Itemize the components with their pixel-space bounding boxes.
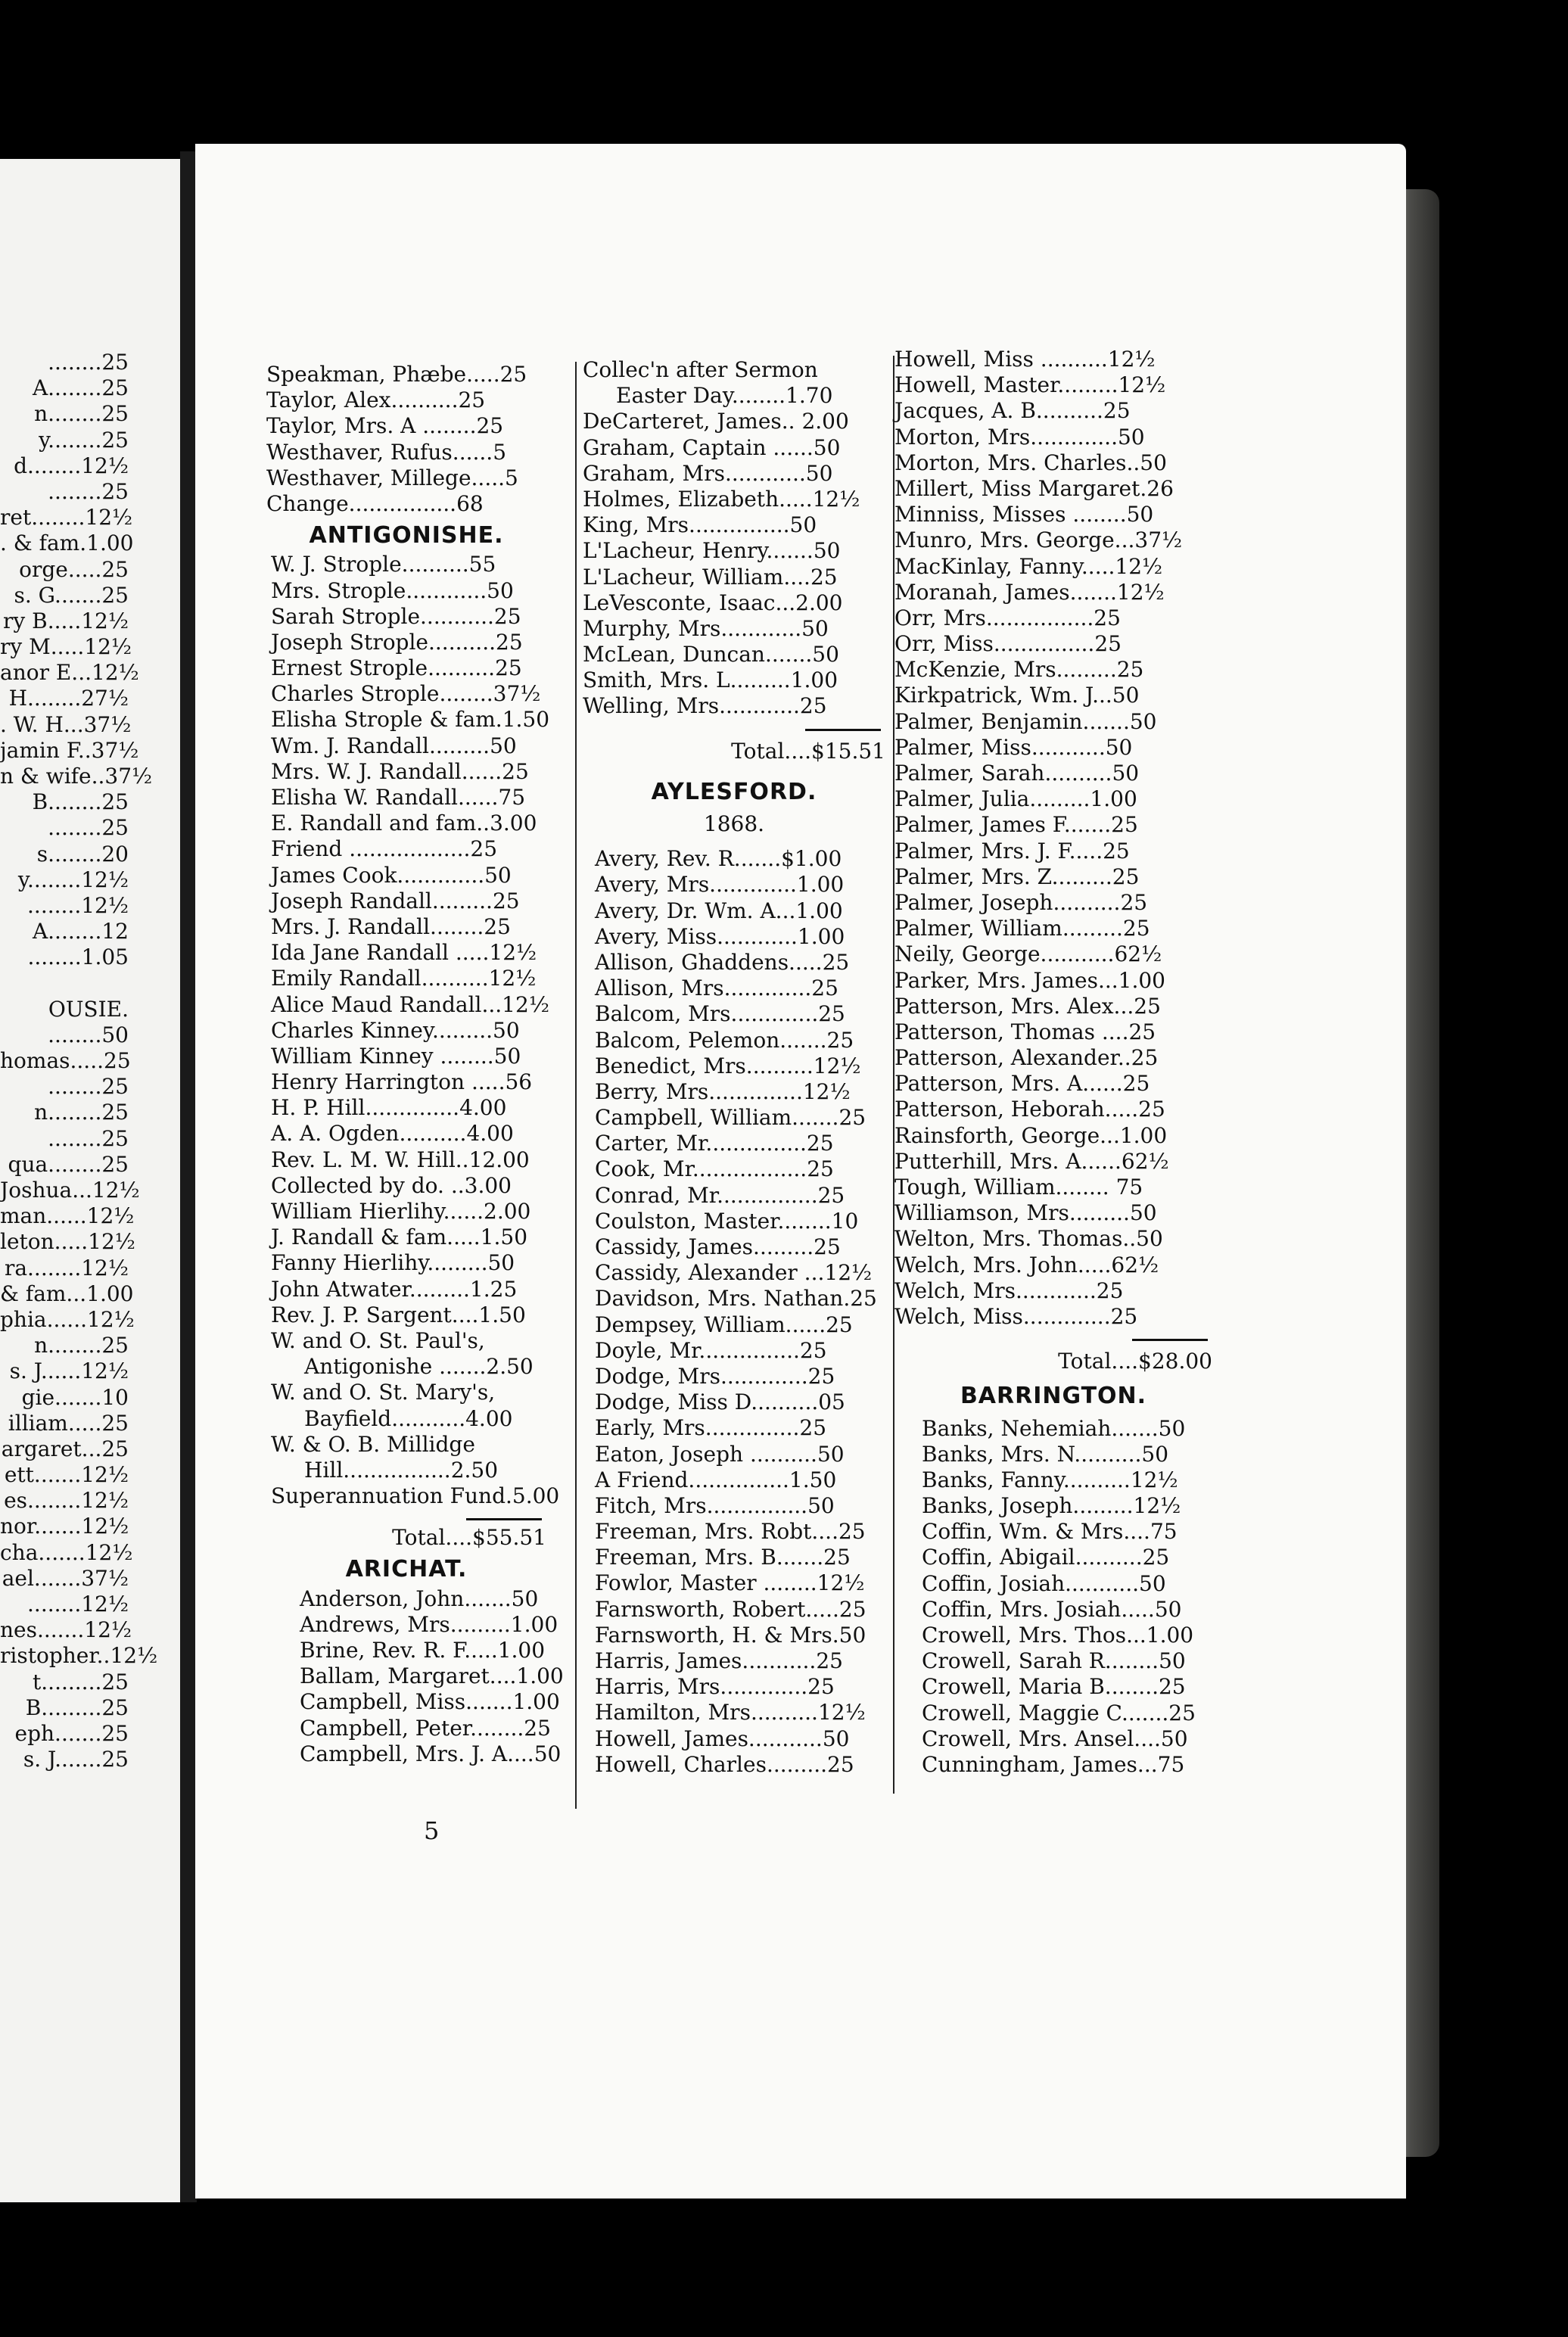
list-item: Elisha W. Randall......75	[271, 785, 526, 810]
list-item: ry B.....12½	[3, 608, 129, 633]
list-item: Harris, James...........25	[595, 1648, 843, 1673]
list-item: Palmer, Mrs. J. F.....25	[894, 838, 1130, 864]
list-item: McKenzie, Mrs.........25	[894, 657, 1144, 683]
list-item: illiam.....25	[8, 1410, 129, 1436]
list-item: Dodge, Miss D..........05	[595, 1389, 845, 1415]
list-item: ael.......37½	[2, 1565, 129, 1591]
list-item: W. and O. St. Mary's,	[271, 1380, 496, 1405]
list-item: Allison, Ghaddens.....25	[595, 949, 850, 975]
list-item: William Kinney ........50	[271, 1043, 521, 1069]
list-item: Andrews, Mrs.........1.00	[300, 1611, 558, 1637]
list-item: MacKinlay, Fanny.....12½	[894, 553, 1163, 579]
list-item: Allison, Mrs.............25	[595, 976, 838, 1001]
list-item: Rev. L. M. W. Hill..12.00	[271, 1147, 530, 1172]
list-item: ett.......12½	[4, 1462, 129, 1488]
list-item: Carter, Mr...............25	[595, 1131, 834, 1156]
list-item: Cassidy, Alexander ...12½	[595, 1260, 873, 1286]
list-item: anor E...12½	[0, 660, 139, 686]
list-item: William Hierlihy......2.00	[271, 1199, 531, 1224]
list-item: Campbell, Mrs. J. A....50	[300, 1741, 562, 1766]
list-item: Taylor, Mrs. A ........25	[266, 413, 504, 439]
list-item: Putterhill, Mrs. A......62½	[894, 1148, 1169, 1174]
list-item: Easter Day........1.70	[616, 383, 833, 409]
list-item: nor.......12½	[0, 1514, 129, 1539]
list-item: Welch, Mrs............25	[894, 1277, 1124, 1303]
list-item: ........25	[48, 1074, 129, 1100]
list-item: Howell, James...........50	[595, 1726, 850, 1751]
list-item: y........12½	[17, 867, 129, 892]
list-item: Mrs. W. J. Randall......25	[271, 758, 529, 784]
list-item: Ida Jane Randall .....12½	[271, 940, 537, 966]
list-item: Farnsworth, H. & Mrs.50	[595, 1622, 866, 1648]
list-item: Patterson, Alexander..25	[894, 1045, 1159, 1071]
heading-antigonishe: ANTIGONISHE.	[309, 522, 504, 549]
list-item: n........25	[34, 1100, 129, 1125]
total-col2: Total....$15.51	[731, 738, 885, 764]
heading-barrington: BARRINGTON.	[960, 1383, 1147, 1410]
list-item: Howell, Miss ..........12½	[894, 347, 1156, 372]
list-item: Fowlor, Master ........12½	[595, 1570, 865, 1596]
list-item: Mrs. Strople............50	[271, 577, 514, 603]
list-item: Howell, Master.........12½	[894, 372, 1166, 398]
list-item: Jacques, A. B..........25	[894, 398, 1131, 424]
list-item: Joseph Randall.........25	[271, 888, 520, 913]
list-item: Tough, William........ 75	[894, 1175, 1143, 1200]
list-item: phia......12½	[0, 1306, 135, 1332]
list-item: Palmer, Sarah..........50	[894, 761, 1140, 786]
list-item: Avery, Mrs.............1.00	[595, 872, 845, 898]
list-item: Williamson, Mrs.........50	[894, 1200, 1157, 1226]
list-item: Crowell, Maria B........25	[922, 1674, 1186, 1700]
list-item: Hill................2.50	[304, 1457, 499, 1483]
list-item: ret........12½	[0, 505, 133, 531]
list-item: Welch, Mrs. John.....62½	[894, 1252, 1159, 1277]
list-item: Ernest Strople..........25	[271, 655, 522, 681]
list-item: Berry, Mrs..............12½	[595, 1078, 851, 1104]
list-item: Patterson, Thomas ....25	[894, 1019, 1156, 1044]
list-item: Collec'n after Sermon	[583, 357, 818, 382]
column-3	[894, 347, 1212, 1778]
list-item: t.........25	[33, 1669, 129, 1694]
list-item: Westhaver, Millege.....5	[266, 465, 518, 490]
list-item: Orr, Miss...............25	[894, 631, 1122, 657]
list-item: Brine, Rev. R. F.....1.00	[300, 1638, 546, 1663]
list-item: Banks, Mrs. N..........50	[922, 1441, 1169, 1467]
list-item: Rainsforth, George...1.00	[894, 1122, 1168, 1148]
list-item: Early, Mrs..............25	[595, 1415, 827, 1441]
list-item: Campbell, William.......25	[595, 1105, 866, 1131]
list-item: argaret...25	[1, 1436, 129, 1461]
list-item: ........25	[48, 815, 129, 841]
list-item: gie.......10	[21, 1384, 129, 1410]
list-item: ........50	[48, 1022, 129, 1047]
list-item: es........12½	[4, 1488, 129, 1514]
list-item: Joshua...12½	[0, 1178, 140, 1203]
list-item: DeCarteret, James.. 2.00	[583, 409, 849, 434]
list-item: Patterson, Mrs. A......25	[894, 1071, 1150, 1097]
list-item: Collected by do. ..3.00	[271, 1172, 512, 1198]
list-item: Crowell, Sarah R........50	[922, 1648, 1186, 1674]
list-item: B.........25	[25, 1694, 129, 1720]
list-item: Dodge, Mrs.............25	[595, 1363, 835, 1389]
list-item: Avery, Dr. Wm. A...1.00	[595, 898, 843, 923]
list-item: Davidson, Mrs. Nathan.25	[595, 1286, 877, 1312]
list-item: King, Mrs...............50	[583, 512, 817, 538]
list-item: ........12½	[27, 892, 129, 918]
list-item: Welling, Mrs............25	[583, 693, 827, 719]
list-item: ristopher..12½	[0, 1643, 158, 1669]
list-item: & fam...1.00	[0, 1281, 134, 1306]
list-item: Campbell, Miss.......1.00	[300, 1689, 560, 1715]
year: 1868.	[703, 811, 765, 836]
list-item: leton.....12½	[0, 1229, 135, 1255]
list-item: Henry Harrington .....56	[271, 1069, 533, 1095]
list-item: Banks, Nehemiah.......50	[922, 1415, 1186, 1441]
list-item: ........25	[48, 1125, 129, 1151]
list-item: Ballam, Margaret....1.00	[300, 1663, 564, 1689]
list-item: Sarah Strople...........25	[271, 603, 521, 629]
list-item: Cunningham, James...75	[922, 1751, 1185, 1777]
list-item: Graham, Captain ......50	[583, 434, 841, 460]
list-item: Emily Randall..........12½	[271, 966, 537, 991]
list-item: Palmer, Julia.........1.00	[894, 786, 1137, 812]
list-item: s. G.......25	[14, 582, 129, 608]
list-item: Howell, Charles.........25	[595, 1751, 854, 1777]
list-item: Kirkpatrick, Wm. J...50	[894, 683, 1140, 708]
column-2	[583, 357, 885, 1778]
list-item: ........25	[48, 350, 129, 375]
left-page-fragment	[0, 350, 158, 1772]
list-item: ry M.....12½	[0, 634, 132, 660]
list-item: J. Randall & fam.....1.50	[271, 1225, 528, 1250]
list-item: Palmer, Miss...........50	[894, 734, 1133, 760]
list-item: nes.......12½	[0, 1617, 132, 1643]
list-item	[0, 971, 129, 997]
list-item: Palmer, Joseph..........25	[894, 889, 1148, 915]
list-item: Taylor, Alex..........25	[266, 387, 486, 413]
list-item: L'Lacheur, William....25	[583, 564, 838, 590]
list-item: James Cook.............50	[271, 862, 512, 888]
list-item: homas.....25	[0, 1048, 131, 1074]
list-item: Banks, Joseph.........12½	[922, 1493, 1181, 1519]
list-item: Charles Strople........37½	[271, 681, 541, 707]
list-item: H........27½	[8, 686, 129, 711]
list-item: Crowell, Mrs. Ansel....50	[922, 1726, 1188, 1751]
page-number: 5	[424, 1816, 440, 1845]
list-item: Benedict, Mrs..........12½	[595, 1053, 861, 1078]
list-item: Farnsworth, Robert.....25	[595, 1596, 866, 1622]
list-item: y........25	[39, 427, 129, 453]
book-gutter	[180, 151, 197, 2202]
list-item: jamin F..37½	[0, 737, 139, 763]
list-item: Doyle, Mr...............25	[595, 1337, 827, 1363]
list-item: ........12½	[27, 1592, 129, 1617]
list-item: Coffin, Abigail..........25	[922, 1545, 1170, 1570]
list-item: Avery, Miss............1.00	[595, 923, 845, 949]
list-item: Patterson, Heborah.....25	[894, 1097, 1165, 1122]
list-item: Joseph Strople..........25	[271, 629, 523, 655]
list-item: Friend ..................25	[271, 836, 498, 862]
list-item: Avery, Rev. R.......$1.00	[595, 846, 842, 872]
list-item: Dempsey, William......25	[595, 1312, 853, 1337]
list-item: W. & O. B. Millidge	[271, 1431, 475, 1457]
list-item: d........12½	[14, 453, 129, 478]
list-item: Graham, Mrs............50	[583, 460, 833, 486]
list-item: Bayfield...........4.00	[304, 1405, 513, 1431]
list-item: . W. H...37½	[0, 711, 132, 737]
list-item: Welton, Mrs. Thomas..50	[894, 1226, 1163, 1252]
list-item: LeVesconte, Isaac...2.00	[583, 590, 843, 615]
heading-aylesford: AYLESFORD.	[651, 778, 817, 805]
list-item: Neily, George...........62½	[894, 941, 1162, 967]
list-item: W. and O. St. Paul's,	[271, 1327, 485, 1353]
list-item: Palmer, Benjamin.......50	[894, 708, 1157, 734]
list-item: Campbell, Peter........25	[300, 1715, 551, 1741]
list-item: Smith, Mrs. L.........1.00	[583, 667, 838, 693]
list-item: L'Lacheur, Henry.......50	[583, 538, 841, 564]
list-item: OUSIE.	[48, 996, 129, 1022]
list-item: Cook, Mr.................25	[595, 1156, 834, 1182]
list-item: Munro, Mrs. George...37½	[894, 527, 1183, 553]
list-item: Fanny Hierlihy.........50	[271, 1250, 515, 1276]
list-item: Coffin, Josiah...........50	[922, 1570, 1166, 1596]
list-item: Millert, Miss Margaret.26	[894, 475, 1174, 501]
list-item: n........25	[34, 1333, 129, 1358]
list-item: A........12	[32, 919, 129, 944]
list-item: E. Randall and fam..3.00	[271, 811, 537, 836]
total-col3: Total....$28.00	[1058, 1349, 1212, 1374]
list-item: Holmes, Elizabeth.....12½	[583, 486, 860, 512]
list-item: Palmer, Mrs. Z.........25	[894, 864, 1140, 889]
list-item: Anderson, John.......50	[300, 1585, 539, 1611]
list-item: s........20	[36, 841, 129, 867]
list-item: Mrs. J. Randall........25	[271, 913, 511, 939]
list-item: Murphy, Mrs............50	[583, 615, 829, 641]
list-item: Crowell, Mrs. Thos...1.00	[922, 1623, 1194, 1648]
list-item: H. P. Hill..............4.00	[271, 1095, 507, 1121]
total-rule	[1132, 1339, 1208, 1341]
list-item: Rev. J. P. Sargent....1.50	[271, 1302, 526, 1327]
list-item: Coffin, Mrs. Josiah.....50	[922, 1596, 1182, 1622]
list-item: Freeman, Mrs. Robt....25	[595, 1519, 866, 1545]
list-item: Speakman, Phæbe.....25	[266, 362, 527, 387]
list-item: Fitch, Mrs...............50	[595, 1492, 835, 1518]
list-item: Coulston, Master........10	[595, 1208, 859, 1234]
total-rule	[466, 1518, 542, 1520]
list-item: Banks, Fanny..........12½	[922, 1467, 1178, 1492]
list-item: Palmer, James F.......25	[894, 812, 1138, 838]
list-item: Welch, Miss.............25	[894, 1303, 1138, 1329]
list-item: Palmer, William.........25	[894, 916, 1150, 941]
list-item: John Atwater.........1.25	[271, 1276, 518, 1302]
list-item: A Friend...............1.50	[595, 1467, 837, 1492]
list-item: Balcom, Pelemon.......25	[595, 1027, 854, 1053]
list-item: Charles Kinney.........50	[271, 1017, 520, 1043]
list-item: cha.......12½	[0, 1539, 133, 1565]
list-item: Morton, Mrs.............50	[894, 424, 1145, 450]
list-item: Patterson, Mrs. Alex...25	[894, 993, 1161, 1019]
list-item: ra........12½	[4, 1255, 129, 1281]
list-item: Superannuation Fund.5.00	[271, 1483, 560, 1509]
list-item: . & fam.1.00	[0, 531, 134, 556]
column-1	[266, 362, 564, 1767]
list-item: Conrad, Mr...............25	[595, 1182, 845, 1208]
total-rule	[805, 729, 881, 731]
list-item: orge.....25	[19, 556, 129, 582]
list-item: s. J.......25	[23, 1747, 129, 1772]
list-item: n & wife..37½	[0, 764, 153, 789]
list-item: Wm. J. Randall.........50	[271, 733, 517, 758]
list-item: s. J......12½	[9, 1358, 129, 1384]
list-item: Harris, Mrs.............25	[595, 1674, 835, 1700]
list-item: Alice Maud Randall...12½	[271, 991, 549, 1017]
list-item: Coffin, Wm. & Mrs....75	[922, 1519, 1178, 1545]
list-item: A........25	[32, 375, 129, 401]
list-item: Crowell, Maggie C.......25	[922, 1700, 1196, 1726]
list-item: eph.......25	[14, 1720, 129, 1746]
list-item: Elisha Strople & fam.1.50	[271, 707, 550, 733]
list-item: qua........25	[8, 1151, 129, 1177]
list-item: A. A. Ogden..........4.00	[271, 1121, 514, 1147]
list-item: Morton, Mrs. Charles..50	[894, 450, 1167, 475]
list-item: W. J. Strople..........55	[271, 552, 496, 577]
list-item: Orr, Mrs................25	[894, 605, 1121, 630]
list-item: Moranah, James.......12½	[894, 579, 1165, 605]
list-item: Freeman, Mrs. B.......25	[595, 1545, 851, 1570]
list-item: Parker, Mrs. James...1.00	[894, 967, 1165, 993]
list-item: Hamilton, Mrs..........12½	[595, 1700, 866, 1726]
list-item: Change................68	[266, 490, 484, 516]
heading-arichat: ARICHAT.	[345, 1556, 468, 1583]
column-divider	[575, 362, 577, 1809]
list-item: ........25	[48, 478, 129, 504]
list-item: Cassidy, James.........25	[595, 1234, 841, 1259]
total-antigonishe: Total....$55.51	[392, 1525, 546, 1551]
list-item: ........1.05	[27, 944, 129, 970]
list-item: Eaton, Joseph ..........50	[595, 1441, 845, 1467]
list-item: Minniss, Misses ........50	[894, 502, 1154, 527]
list-item: n........25	[34, 401, 129, 427]
list-item: Antigonishe .......2.50	[304, 1354, 534, 1380]
list-item: B........25	[32, 789, 129, 815]
list-item: Balcom, Mrs.............25	[595, 1001, 845, 1027]
list-item: McLean, Duncan.......50	[583, 642, 839, 667]
list-item: Westhaver, Rufus......5	[266, 439, 507, 465]
list-item: man......12½	[0, 1203, 135, 1229]
